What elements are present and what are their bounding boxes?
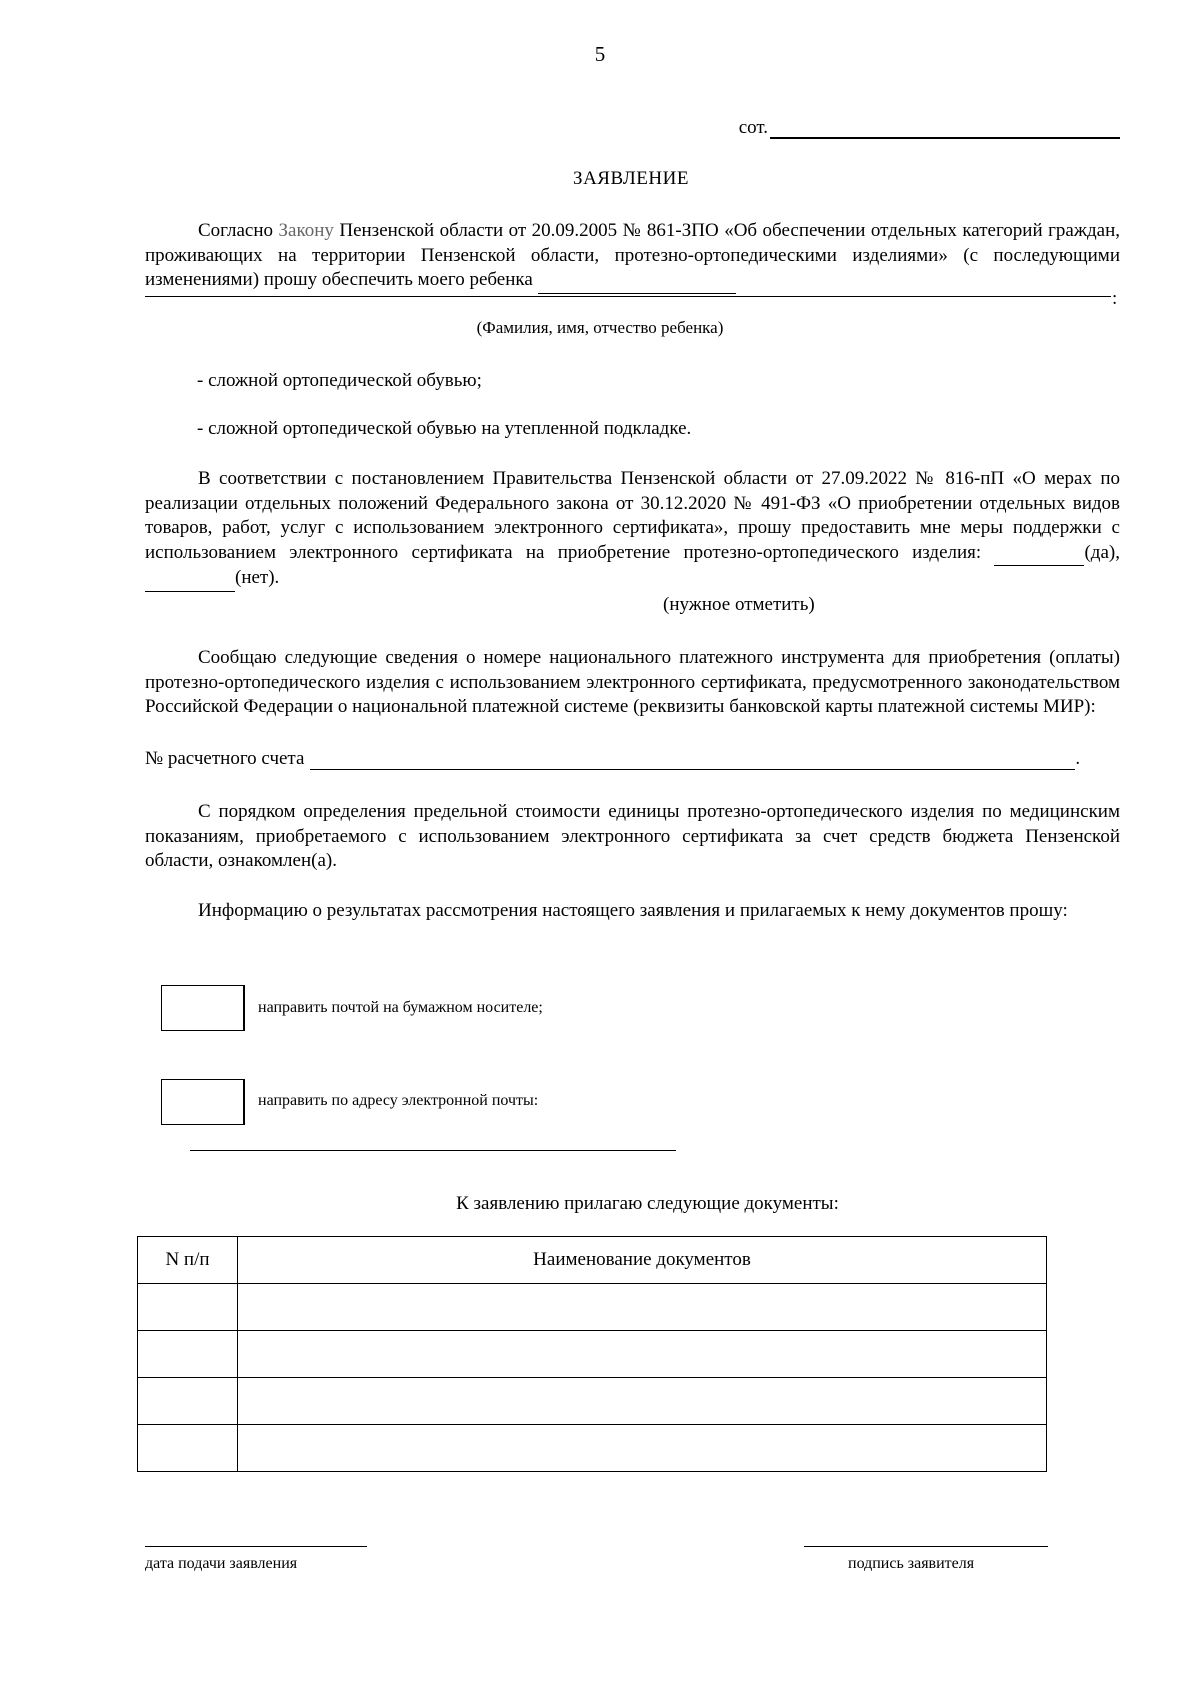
payment-paragraph: Сообщаю следующие сведения о номере национального платежного инструмента для приобретения (оплаты) протезно-ортопедического изделия с использованием электронного сертификата, предусмотренного законодательством Российской Федерации о национальной платежной системе (реквизиты банковской карты платежной системы МИР):	[145, 647, 1120, 718]
table-cell[interactable]	[138, 1331, 238, 1378]
table-row	[138, 1331, 1047, 1378]
info-request-paragraph: Информацию о результатах рассмотрения настоящего заявления и прилагаемых к нему документов прошу:	[198, 900, 1068, 921]
no-label: (нет).	[235, 567, 280, 589]
attachments-table	[137, 1236, 1047, 1472]
sot-label: сот.	[738, 117, 768, 138]
account-input-line[interactable]	[310, 749, 1075, 770]
table-row	[138, 1425, 1047, 1472]
table-row	[138, 1284, 1047, 1331]
child-name-line-1[interactable]	[538, 268, 736, 294]
email-delivery-label: направить по адресу электронной почты:	[258, 1092, 539, 1109]
intro-text-before: Согласно	[198, 220, 279, 241]
signature-label: подпись заявителя	[848, 1555, 975, 1572]
intro-colon: :	[1112, 288, 1118, 309]
table-cell[interactable]	[138, 1284, 238, 1331]
postal-delivery-label: направить почтой на бумажном носителе;	[258, 999, 543, 1016]
child-name-caption: (Фамилия, имя, отчество ребенка)	[476, 318, 724, 337]
document-title: ЗАЯВЛЕНИЕ	[573, 168, 689, 189]
page-number: 5	[594, 42, 606, 66]
email-input-line[interactable]	[190, 1150, 676, 1151]
table-cell[interactable]	[238, 1284, 1047, 1331]
account-field	[145, 748, 1080, 770]
email-delivery-checkbox[interactable]	[161, 1079, 245, 1125]
sot-input-line[interactable]	[770, 119, 1120, 139]
option-insulated-shoes: - сложной ортопедической обувью на утепленной подкладке.	[197, 418, 692, 439]
signature-line[interactable]	[804, 1546, 1048, 1547]
no-blank[interactable]	[145, 566, 235, 592]
column-header-number: N п/п	[138, 1237, 238, 1284]
intro-text-after: Пензенской области от 20.09.2005 № 861-ЗПО «Об обеспечении отдельных категорий граждан, проживающих на территории Пензенской области, протезно-ортопедическими изделиями» (с последующими изменениями) прошу обеспечить моего ребенка	[145, 220, 1120, 291]
sot-field	[739, 117, 1120, 139]
account-label: № расчетного счета	[145, 748, 305, 769]
table-cell[interactable]	[138, 1425, 238, 1472]
date-line[interactable]	[145, 1546, 367, 1547]
date-label: дата подачи заявления	[145, 1555, 298, 1572]
certificate-text: В соответствии с постановлением Правительства Пензенской области от 27.09.2022 № 816-пП «О мерах по реализации отдельных положений Федерального закона от 30.12.2020 № 491-ФЗ «О приобретении отдельных видов товаров, работ, услуг с использованием электронного сертификата», прошу предоставить мне меры поддержки с использованием электронного сертификата на приобретение протезно-ортопедического изделия:	[145, 468, 1120, 563]
option-orthopedic-shoes: - сложной ортопедической обувью;	[197, 370, 482, 391]
yes-blank[interactable]	[994, 541, 1084, 567]
attachments-title: К заявлению прилагаю следующие документы:	[456, 1193, 839, 1214]
postal-delivery-checkbox[interactable]	[161, 985, 245, 1031]
yes-label: (да),	[1084, 541, 1120, 563]
choice-note: (нужное отметить)	[663, 594, 815, 615]
intro-paragraph	[145, 219, 1120, 294]
certificate-paragraph	[145, 467, 1120, 592]
table-cell[interactable]	[238, 1378, 1047, 1425]
account-period: .	[1075, 748, 1081, 769]
column-header-document: Наименование документов	[238, 1237, 1047, 1284]
table-row	[138, 1378, 1047, 1425]
table-cell[interactable]	[238, 1425, 1047, 1472]
law-link[interactable]: Закону	[278, 220, 334, 241]
table-header-row	[138, 1237, 1047, 1284]
child-name-line-2[interactable]	[145, 296, 1111, 297]
acknowledgment-paragraph: С порядком определения предельной стоимости единицы протезно-ортопедического изделия по медицинским показаниям, приобретаемого с использованием электронного сертификата за счет средств бюджета Пензенской области, ознакомлен(а).	[145, 801, 1120, 872]
table-cell[interactable]	[238, 1331, 1047, 1378]
table-cell[interactable]	[138, 1378, 238, 1425]
